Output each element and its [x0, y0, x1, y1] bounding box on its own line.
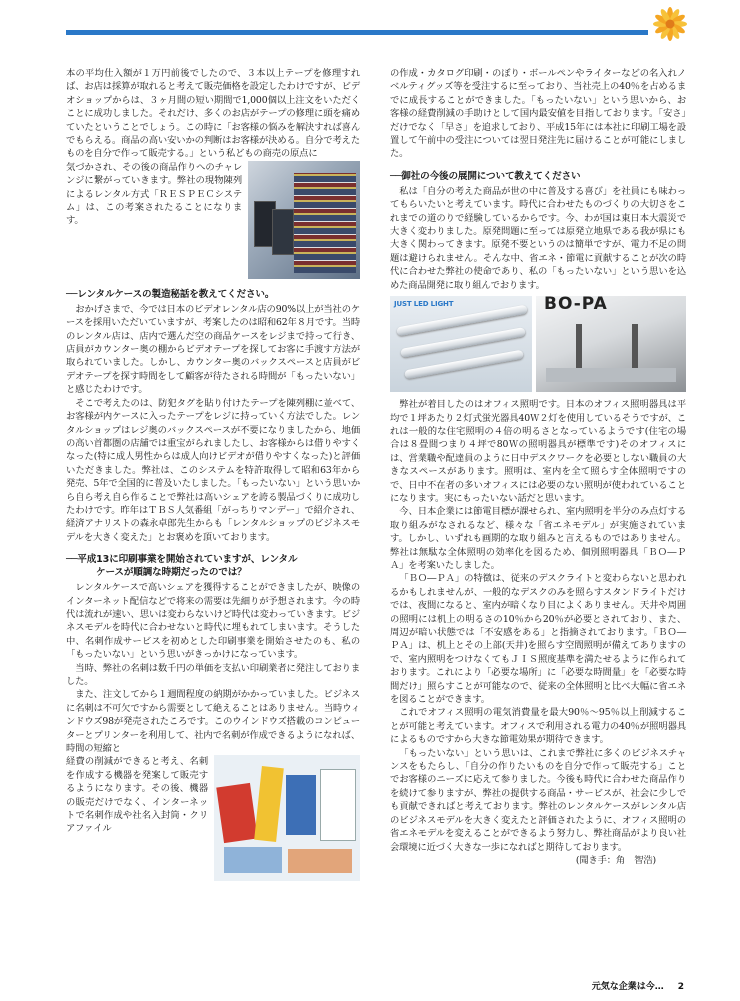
future-paragraph-3: 今、日本企業には節電目標が課せられ、室内照明を半分のみ点灯する取り組みがなされるなど、様々な「省エネモデル」が実施されています。しかし、いずれも画期的な取り組みと言えるものではありません。弊社は無駄な全体照明の効率化を図るため、個別照明器具「ＢＯ―ＰＡ」を考案いたしました。 — [390, 506, 686, 571]
clear-file-image — [286, 775, 316, 835]
envelope-image — [320, 769, 356, 841]
section-heading-future: ──御社の今後の展開について教えてください — [390, 170, 581, 182]
video-case-image — [272, 209, 294, 255]
intro-paragraph-continued: 気づかされ、その後の商品作りへのチャレンジに繋がっていきます。弊社の現物陳列によるレンタル方式「ＲＥＳＰＥＣシステム」は、この考案されたることになります。 — [66, 161, 243, 227]
left-column — [66, 67, 360, 947]
printing-paragraph-3-continued: 経費の削減ができると考え、名刺を作成する機器を発案して販売するようになります。その後、機器の販売だけでなく、インターネットで名刺作成や社名入封筒・クリアファイル — [66, 756, 208, 835]
rental-case-paragraph-1: おかげさまで、今では日本のビデオレンタル店の90%以上が当社のケースを採用いただいていますが、考案したのは昭和62年８月です。当時のレンタル店は、店内で選んだ空の商品ケースをレジまで持って行き、店員がカウンター奥の棚からビデオテープを探してお客に手渡す方法が取られていました。しかし、カウンター奥のバックスペースと店員がビデオテープを探す時間をして顧客が待たされる時間が「もったいない」と感じたわけです。 — [66, 303, 360, 396]
intro-paragraph: 本の平均仕入額が１万円前後でしたので、３本以上テープを修理すれば、お店は採算が取れると考えて販売価格を設定したわけですが、ビデオショップからは、３ヶ月間の短い期間で1,000個以上注文をいただくことに成功しました。それだけ、多くのお店がテープの修理に頭を痛めていたということでしょう。この時に「お客様の悩みを解決すれば喜んでもらえる。商品の高い安いかの判断はお客様が決める。自分で考えたものを自分で作って販売する。」という私どもの商売の原点に — [66, 68, 360, 160]
section-heading-rental-case: ──レンタルケースの製造秘話を教えてください。 — [66, 288, 275, 300]
bopa-product-photo — [536, 296, 686, 392]
section-heading-printing — [66, 553, 360, 579]
business-card-image — [224, 847, 282, 873]
future-paragraph-2: 弊社が着目したのはオフィス照明です。日本のオフィス照明器具は平均で１坪あたり２灯式蛍光器具40Ｗ２灯を使用しているそうですが、これは一般的な住宅照明の４倍の明るさとなっているようです(住宅の場合は８畳間つまり４坪で80Ｗの照明器具が標準です)そのオフィスには、営業職や配達員のように日中デスクワークを必要としない職員の大きなスペースがあります。照明は、室内を全て照らす全体照明ですので、日中不在者の多いオフィスには必要のない照明が使われていることになります。実にもったいない話だと思います。 — [390, 399, 686, 504]
footer-title: 元気な企業は今… — [591, 982, 664, 992]
catalog-image — [288, 849, 352, 873]
banner-image — [254, 766, 284, 842]
printed-goods-photo — [214, 755, 360, 881]
bopa-photo-row — [390, 296, 686, 392]
interviewer-credit: (聞き手：角 智浩) — [575, 854, 656, 866]
future-paragraph-1: 私は「自分の考えた商品が世の中に普及する喜び」を社員にも味わってもらいたいと考えています。時代に合わせたものづくりの大切さをこれまでの道のりで経験しているからです。今、わが国は東日本大震災で大きく変わりました。原発問題に至っては原発立地県である我が県にも大きく関わってきます。原発不要というのは簡単ですが、電力不足の問題は避けられません。そんな中、省エネ・節電に貢献することが次の時代に合わせた弊社の使命であり、私の「もったいない」という思いを込めた商品開発に取り組んでおります。 — [390, 185, 686, 291]
led-light-label: JUST LED LIGHT — [394, 300, 454, 309]
printing-wrap-block — [66, 755, 360, 881]
future-paragraph-5: これでオフィス照明の電気消費量を最大90％～95％以上削減することが可能と考えています。オフィスで利用される電力の40％が照明器具によるものですから大きな節電効果が期待できます。 — [390, 707, 686, 746]
led-light-photo — [390, 296, 532, 392]
video-case-photo — [248, 161, 360, 279]
right-column — [390, 67, 686, 947]
printing-paragraph-3: また、注文してから１週間程度の納期がかかっていました。ビジネスに名刺は不可欠ですから需要として絶えることはありません。当時ウィンドウズ98が発売されたころです。このウインドウズ搭載のコンピューターとプリンターを利用して、社内で名刺が作成できるようになれば、時間の短縮と — [66, 689, 360, 755]
printing-paragraph-2: 当時、弊社の名刺は数千円の単価を支払い印刷業者に発注しておりました。 — [66, 662, 360, 687]
printing-paragraph-continued: の作成・カタログ印刷・のぼり・ボールペンやライターなどの名入れノベルティグッズ等を受注するに至っており、当社売上の40％を占めるまでに成長することができました。「もったいない」という思いから、お客様の経費削減の手助けとして国内最安値を目指しております。「安さ」だけでなく「早さ」を追求しており、平成15年には本社に印刷工場を設置して午前中の受注については翌日発注先に届けることが可能にしました。 — [390, 68, 686, 160]
desk-image — [546, 368, 676, 382]
printing-paragraph-1: レンタルケースで高いシェアを獲得することができましたが、映像のインターネット配信などで将来の需要は先細りが予想されます。今の時代は流れが速い、思いは変わらないけど時代は変わっていきます。ビジネスモデルを時代に合わせないと時代に埋もれてしまいます。そうした中、名刺作成サービスを初めとした印刷事業を開始させたのも、私の「もったいない」という思いがきっかけになっています。 — [66, 582, 360, 661]
video-shelf-image — [294, 173, 356, 273]
section-heading-printing-line2: ケースが順調な時期だったのでは？ — [96, 567, 247, 579]
section-heading-printing-line1: ──平成13に印刷事業を開始されていますが、レンタル — [66, 554, 298, 566]
future-paragraph-4: 「ＢＯ―ＰＡ」の特徴は、従来のデスクライトと変わらないと思われるかもしれませんが、一般的なデスクのみを照らすスタンドライトだけでは、夜間になると、室内が暗くなり目によくありません。天井や周囲の照明には机上の明るさの10％から20％が必要とされており、また、周辺が暗い状態では「不安感をある」と指摘されております。「ＢＯ―ＰＡ」は、机上とその上部(天井)を照らす空間照明が備えてありますので、室内照明をつけなくてもＪＩＳ照度基準を満たせるように作られております。これにより「必要な場所」に「必要な時間量」を「必要な時間だけ」照らすことが可能なので、従来の全体照明と比べ大幅に省エネを図ることができます。 — [390, 573, 686, 706]
page-number: 2 — [677, 982, 684, 992]
intro-wrap-block — [66, 161, 360, 279]
rental-case-paragraph-2: そこで考えたのは、防犯タグを貼り付けたテープを陳列棚に並べて、お客様が内ケースに入ったテープをレジに持っていく方法でした。レンタルショップはレジ奥のバックスペースが不要になりましたから、地価の高い首都圏の店舗では重宝がられましたし、お客様からは借りやすくなった(特に成人男性からは成人向けビデオが借りやすくなった)と評価いただきました。弊社は、このシステムを特許取得して昭和63年から発売、5年で全国的に普及いたしました。「もったいない」という思いから自ら考え自ら作ることで弊社は高いシェアを誇る製品づくりに成功したわけです。昨年はＴＢＳ人気番組「がっちりマンデー」で紹介され、経済アナリストの森永卓郎先生からも「レンタルショップのビジネスモデルを大きく変えた」とお褒めを頂いております。 — [66, 397, 360, 543]
page-footer — [592, 979, 684, 992]
future-paragraph-6: 「もったいない」という思いは、これまで弊社に多くのビジネスチャンスをもたらし、「自分の作りたいものを自分で作って販売する」ことでお客様のニーズに応えて参りました。今後も時代に合わせた商品作りを続けて参りますが、弊社の提供する商品・サービスが、社会に少しでも貢献できればと考えております。弊社のレンタルケースがレンタル店のビジネスモデルを大きく変えたと評価されたように、オフィス照明の省エネモデルを変えることができるよう努力し、弊社商品がより良い社会環境に近づく大きな一歩になればと期待しております。 — [390, 747, 686, 853]
header-rule — [66, 30, 648, 35]
sunflower-logo-icon — [652, 6, 688, 42]
bopa-label: BO-PA — [544, 294, 608, 315]
banner-image — [216, 783, 257, 843]
